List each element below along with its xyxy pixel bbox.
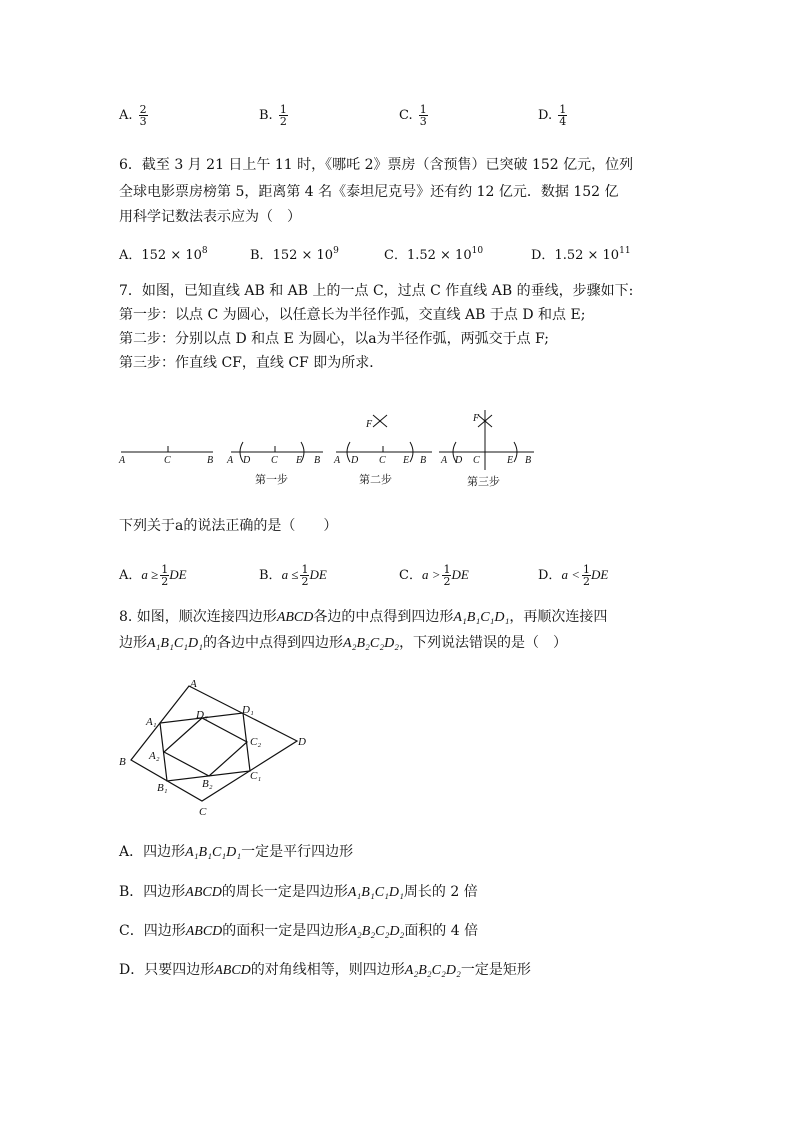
- label-f: F: [473, 413, 480, 424]
- q8-option-c[interactable]: C．四边形ABCD的面积一定是四边形A₂B₂C₂D₂面积的 4 倍: [119, 923, 479, 939]
- q6-option-b[interactable]: B．$152 \times 10^9$: [250, 246, 339, 263]
- fraction: $\frac{1}{2}$: [161, 563, 169, 588]
- q8-quadrilateral-figure: [112, 675, 322, 820]
- vertex-c: C: [199, 806, 207, 818]
- label-c: C: [379, 455, 386, 466]
- q6-option-a[interactable]: A．$152 \times 10^8$: [119, 246, 208, 263]
- vertex-c1: C₁: [250, 770, 262, 782]
- vertex-a2: A₂: [149, 750, 160, 762]
- label-b: B: [314, 455, 321, 466]
- q7-option-d[interactable]: D．a < $\frac{1}{2}$ DE: [538, 563, 609, 588]
- label-d: D: [351, 455, 359, 466]
- q7-option-a[interactable]: A．a ≥ $\frac{1}{2}$ DE: [119, 563, 187, 588]
- fraction: $\frac{1}{2}$: [582, 563, 590, 588]
- q5-option-b[interactable]: B. $\frac{1}{2}$: [259, 103, 287, 128]
- label-e: E: [507, 455, 514, 466]
- vertex-a1: A₁: [146, 716, 157, 728]
- q7-stem-line-3: 第二步：分别以点 D 和点 E 为圆心，以a为半径作弧，两弧交于点 F;: [119, 331, 549, 347]
- q8-option-b[interactable]: B．四边形ABCD的周长一定是四边形A₁B₁C₁D₁周长的 2 倍: [119, 884, 478, 900]
- q6-stem-line-3: 用科学记数法表示应为（ ）: [119, 209, 301, 225]
- q6-stem-line-1: 6．截至 3 月 21 日上午 11 时，《哪吒 2》票房（含预售）已突破 152 亿元，位列: [119, 157, 634, 173]
- vertex-b2: B₂: [202, 778, 213, 790]
- q6-stem-line-2: 全球电影票房榜第 5，距离第 4 名《泰坦尼克号》还有约 12 亿元．数据 152 亿: [119, 184, 619, 200]
- label-c: C: [271, 455, 278, 466]
- fraction: $\frac{1}{4}$: [559, 103, 567, 128]
- vertex-b: B: [119, 756, 126, 768]
- q5-option-a[interactable]: A. $\frac{2}{3}$: [119, 103, 147, 128]
- label-c: C: [164, 455, 171, 466]
- label-a: A: [334, 455, 341, 466]
- q8-option-a[interactable]: A．四边形A₁B₁C₁D₁一定是平行四边形: [119, 844, 354, 860]
- vertex-d2: D₂: [196, 709, 208, 721]
- label-b: B: [207, 455, 214, 466]
- label-f: F: [366, 419, 373, 430]
- vertex-a: A: [190, 678, 197, 690]
- q8-option-d[interactable]: D．只要四边形ABCD的对角线相等，则四边形A₂B₂C₂D₂一定是矩形: [119, 962, 531, 978]
- q7-stem-line-1: 7．如图，已知直线 AB 和 AB 上的一点 C，过点 C 作直线 AB 的垂线，步骤如下:: [119, 283, 634, 299]
- fraction: $\frac{2}{3}$: [139, 103, 147, 128]
- q7-stem-line-4: 第三步：作直线 CF，直线 CF 即为所求．: [119, 355, 384, 371]
- label-b: B: [525, 455, 532, 466]
- q6-option-d[interactable]: D．$1.52 \times 10^{11}$: [531, 246, 631, 263]
- q8-stem-line-1: 8. 如图，顺次连接四边形ABCD各边的中点得到四边形A₁B₁C₁D₁，再顺次连接四: [119, 609, 608, 625]
- vertex-d: D: [298, 736, 306, 748]
- step-2-label: 第二步: [359, 474, 392, 486]
- fraction: $\frac{1}{3}$: [419, 103, 427, 128]
- vertex-d1: D₁: [242, 704, 254, 716]
- step-1-label: 第一步: [255, 474, 288, 486]
- q5-option-d[interactable]: D. $\frac{1}{4}$: [538, 103, 567, 128]
- q7-option-b[interactable]: B．a ≤ $\frac{1}{2}$ DE: [259, 563, 327, 588]
- q7-question: 下列关于a的说法正确的是（ ）: [119, 518, 338, 534]
- vertex-b1: B₁: [157, 782, 168, 794]
- fraction: $\frac{1}{2}$: [443, 563, 451, 588]
- label-a: A: [441, 455, 448, 466]
- label-d: D: [243, 455, 251, 466]
- label-b: B: [420, 455, 427, 466]
- label-a: A: [119, 455, 126, 466]
- q7-option-c[interactable]: C．a > $\frac{1}{2}$ DE: [399, 563, 469, 588]
- q7-construction-figure: [115, 405, 545, 495]
- label-e: E: [296, 455, 303, 466]
- vertex-c2: C₂: [250, 736, 262, 748]
- step-3-label: 第三步: [467, 476, 500, 488]
- label-c: C: [473, 455, 480, 466]
- q7-stem-line-2: 第一步：以点 C 为圆心，以任意长为半径作弧，交直线 AB 于点 D 和点 E;: [119, 307, 586, 323]
- q5-option-c[interactable]: C. $\frac{1}{3}$: [399, 103, 427, 128]
- q6-option-c[interactable]: C．$1.52 \times 10^{10}$: [384, 246, 484, 263]
- q8-stem-line-2: 边形A₁B₁C₁D₁的各边中点得到四边形A₂B₂C₂D₂，下列说法错误的是（ ）: [119, 635, 568, 651]
- label-a: A: [227, 455, 234, 466]
- fraction: $\frac{1}{2}$: [301, 563, 309, 588]
- label-d: D: [455, 455, 463, 466]
- fraction: $\frac{1}{2}$: [279, 103, 287, 128]
- label-e: E: [403, 455, 410, 466]
